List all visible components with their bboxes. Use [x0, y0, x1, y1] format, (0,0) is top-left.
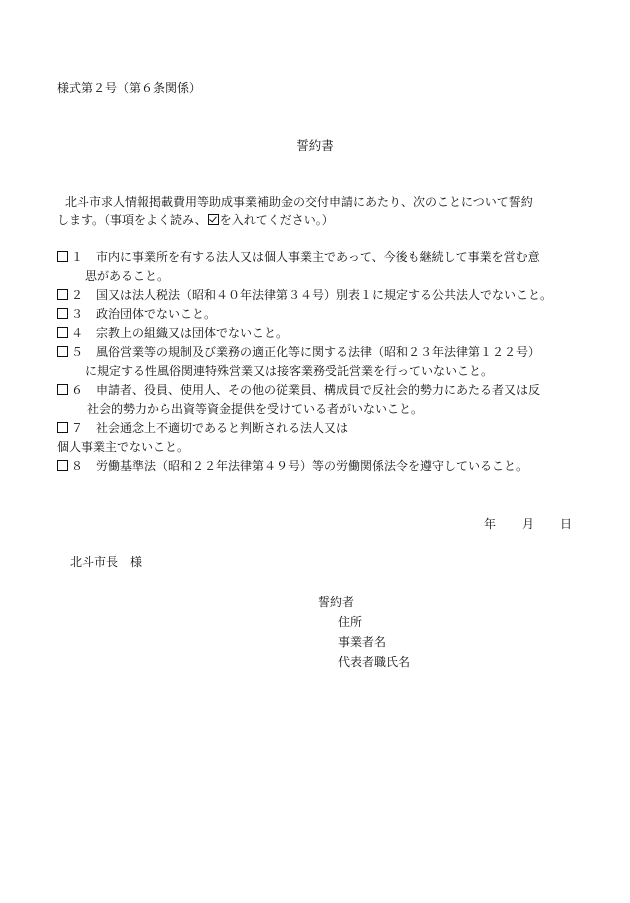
- checkbox-item-5[interactable]: [57, 346, 68, 357]
- addressee: 北斗市長 様: [70, 555, 143, 569]
- company-name-field-label: 事業者名: [338, 635, 387, 649]
- intro-line-1: 北斗市求人情報掲載費用等助成事業補助金の交付申請にあたり、次のことについて誓約: [65, 195, 533, 209]
- date-day-label: 日: [560, 517, 573, 531]
- pledge-item-7: [57, 419, 602, 457]
- intro-text-after: を入れてください。）: [219, 213, 334, 227]
- item-number: ６: [71, 383, 84, 397]
- pledge-item-1: [57, 248, 602, 286]
- intro-paragraph: [57, 193, 597, 229]
- pledge-item-6: [57, 381, 602, 419]
- item-text: 国又は法人税法（昭和４０年法律第３４号）別表１に規定する公共法人でないこと。: [96, 288, 553, 302]
- item-number: ３: [71, 307, 84, 321]
- item-number: １: [71, 250, 84, 264]
- item-text-continued: 思があること。: [85, 269, 170, 283]
- pledge-item-4: [57, 324, 602, 343]
- item-text: 政治団体でないこと。: [96, 307, 217, 321]
- checkbox-item-2[interactable]: [57, 289, 68, 300]
- item-text: 申請者、役員、使用人、その他の従業員、構成員で反社会的勢力にあたる者又は反: [96, 383, 541, 397]
- pledge-item-3: [57, 305, 602, 324]
- item-number: ２: [71, 288, 84, 302]
- item-number: ７: [71, 421, 84, 435]
- checkbox-item-4[interactable]: [57, 327, 68, 338]
- item-text: 宗教上の組織又は団体でないこと。: [96, 326, 289, 340]
- checkbox-item-1[interactable]: [57, 251, 68, 262]
- pledge-items-list: [57, 248, 602, 476]
- intro-text-before: します。（事項をよく読み、: [57, 213, 207, 227]
- date-month-label: 月: [522, 517, 535, 531]
- item-text: 労働基準法（昭和２２年法律第４９号）等の労働関係法令を遵守していること。: [96, 459, 529, 473]
- checkbox-item-8[interactable]: [57, 460, 68, 471]
- checked-box-icon: [208, 214, 219, 225]
- pledger-label: 誓約者: [318, 595, 355, 609]
- item-text-continued: 社会的勢力から出資等資金提供を受けている者がいないこと。: [87, 402, 424, 416]
- item-number: ８: [71, 459, 84, 473]
- date-line: [484, 515, 572, 533]
- checkbox-item-3[interactable]: [57, 308, 68, 319]
- document-title: 誓約書: [296, 138, 334, 153]
- item-number: ４: [71, 326, 84, 340]
- item-text: 社会通念上不適切であると判断される法人又は: [96, 421, 349, 435]
- checkbox-item-7[interactable]: [57, 422, 68, 433]
- checkbox-item-6[interactable]: [57, 384, 68, 395]
- pledge-item-8: [57, 457, 602, 476]
- item-text-continued: 個人事業主でないこと。: [57, 440, 190, 454]
- date-year-label: 年: [484, 517, 497, 531]
- item-text: 風俗営業等の規制及び業務の適正化等に関する法律（昭和２３年法律第１２２号）: [96, 345, 541, 359]
- item-text-continued: に規定する性風俗関連特殊営業又は接客業務受託営業を行っていないこと。: [85, 364, 494, 378]
- item-text: 市内に事業所を有する法人又は個人事業主であって、今後も継続して事業を営む意: [96, 250, 540, 264]
- form-number: 様式第２号（第６条関係）: [57, 81, 202, 95]
- item-number: ５: [71, 345, 84, 359]
- address-field-label: 住所: [338, 615, 363, 629]
- pledge-item-5: [57, 343, 602, 381]
- pledge-item-2: [57, 286, 602, 305]
- representative-name-field-label: 代表者職氏名: [338, 655, 411, 669]
- intro-line-2: [57, 211, 597, 229]
